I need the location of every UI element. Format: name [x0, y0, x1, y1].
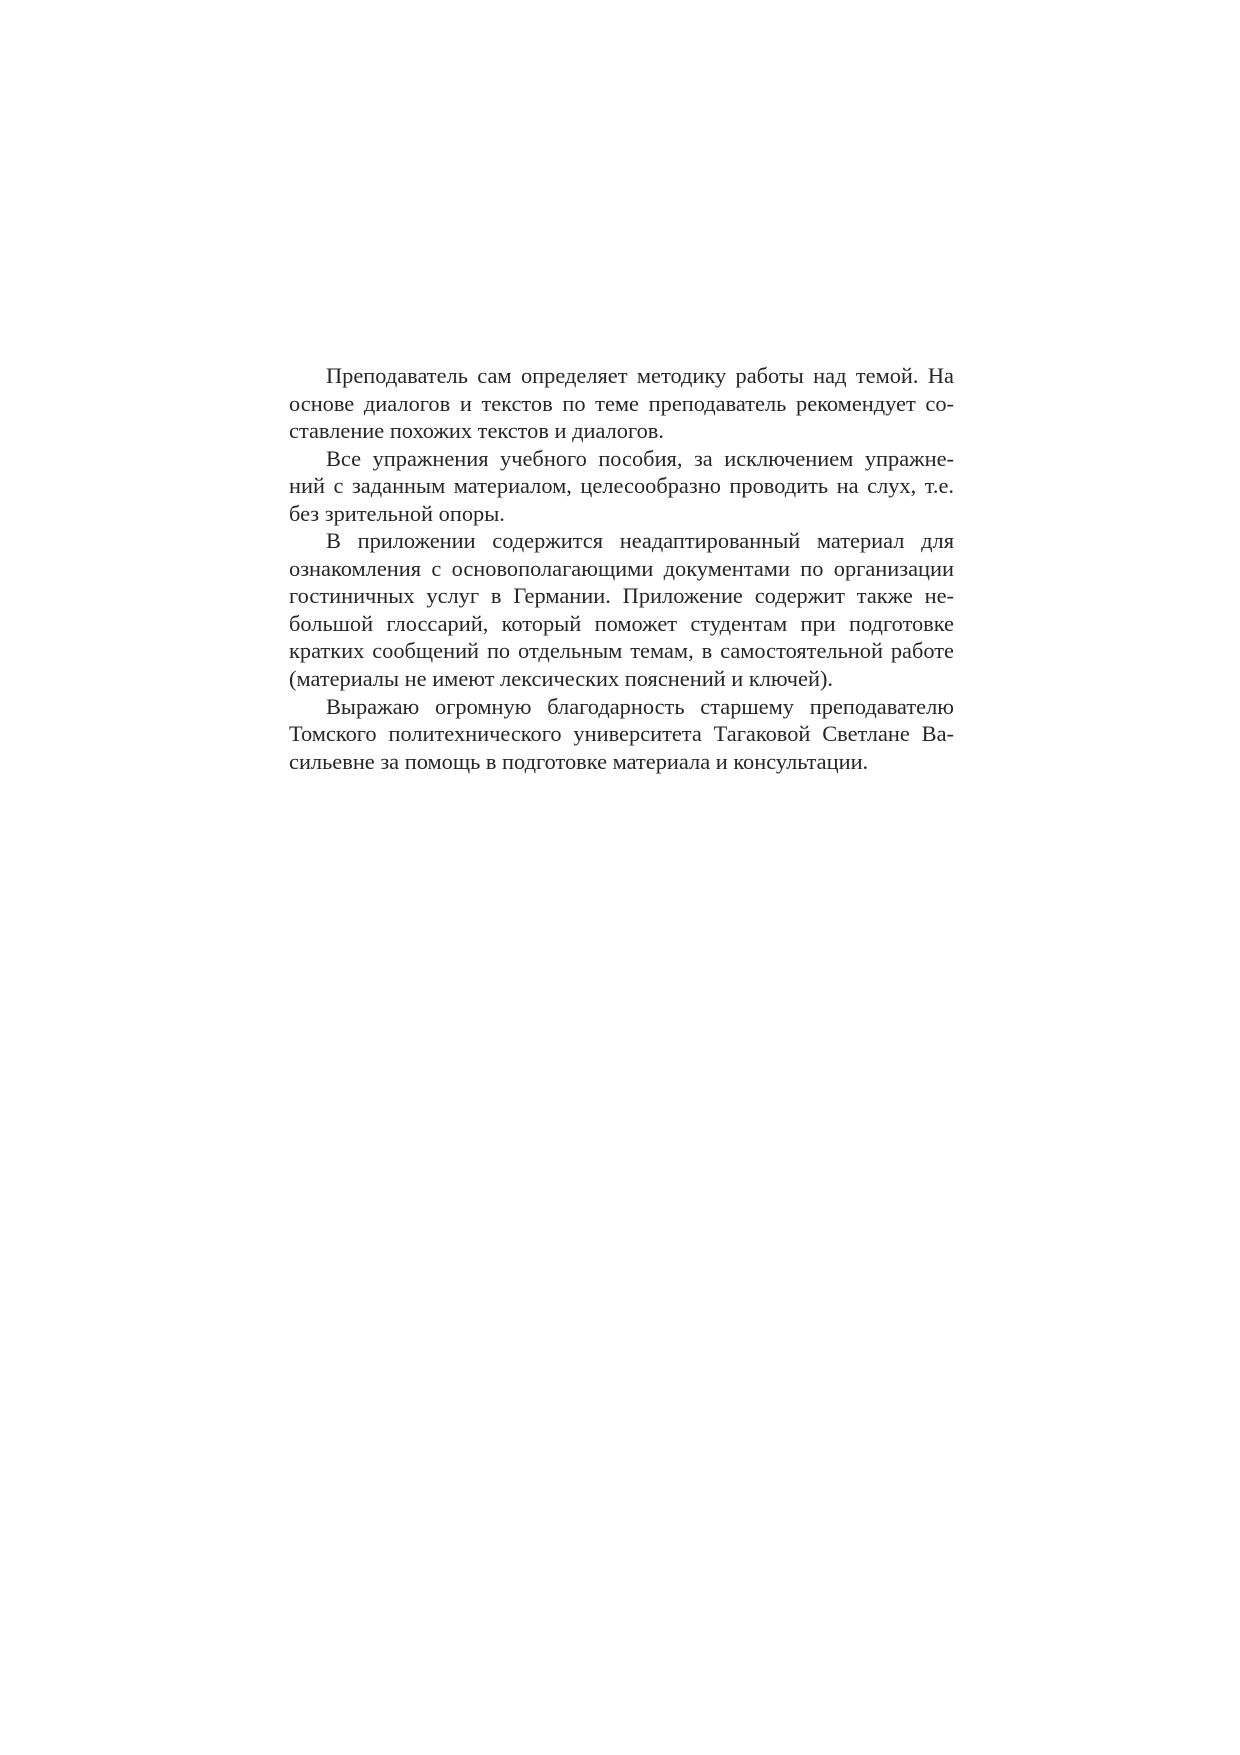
text-line: гостиничных услуг в Германии. Приложение содержит также не-: [289, 583, 954, 609]
body-text: [289, 362, 954, 775]
text-line: Томского политехнического университета Тагаковой Светлане Ва-: [289, 721, 954, 747]
paragraph: [289, 445, 954, 528]
text-line: кратких сообщений по отдельным темам, в самостоятельной работе: [289, 638, 954, 664]
text-line: Выражаю огромную благодарность старшему преподавателю: [326, 693, 954, 719]
text-line: ний с заданным материалом, целесообразно проводить на слух, т.е.: [289, 473, 954, 499]
text-line: Преподаватель сам определяет методику работы над темой. На: [326, 363, 954, 388]
paragraph: [289, 693, 954, 776]
text-line: (материалы не имеют лексических пояснений и ключей).: [289, 666, 833, 692]
paragraph: [289, 362, 954, 445]
text-line: ознакомления с основополагающими документами по организации: [289, 555, 954, 581]
paragraph: [289, 527, 954, 692]
text-line: большой глоссарий, который поможет студентам при подготовке: [289, 610, 954, 636]
text-line: сильевне за помощь в подготовке материала и консультации.: [289, 748, 869, 774]
text-line: Все упражнения учебного пособия, за исключением упражне-: [326, 445, 954, 471]
text-line: ставление похожих текстов и диалогов.: [289, 418, 664, 444]
text-line: без зрительной опоры.: [289, 500, 505, 526]
text-line: основе диалогов и текстов по теме преподаватель рекомендует со-: [289, 390, 954, 416]
text-line: В приложении содержится неадаптированный материал для: [326, 528, 954, 554]
